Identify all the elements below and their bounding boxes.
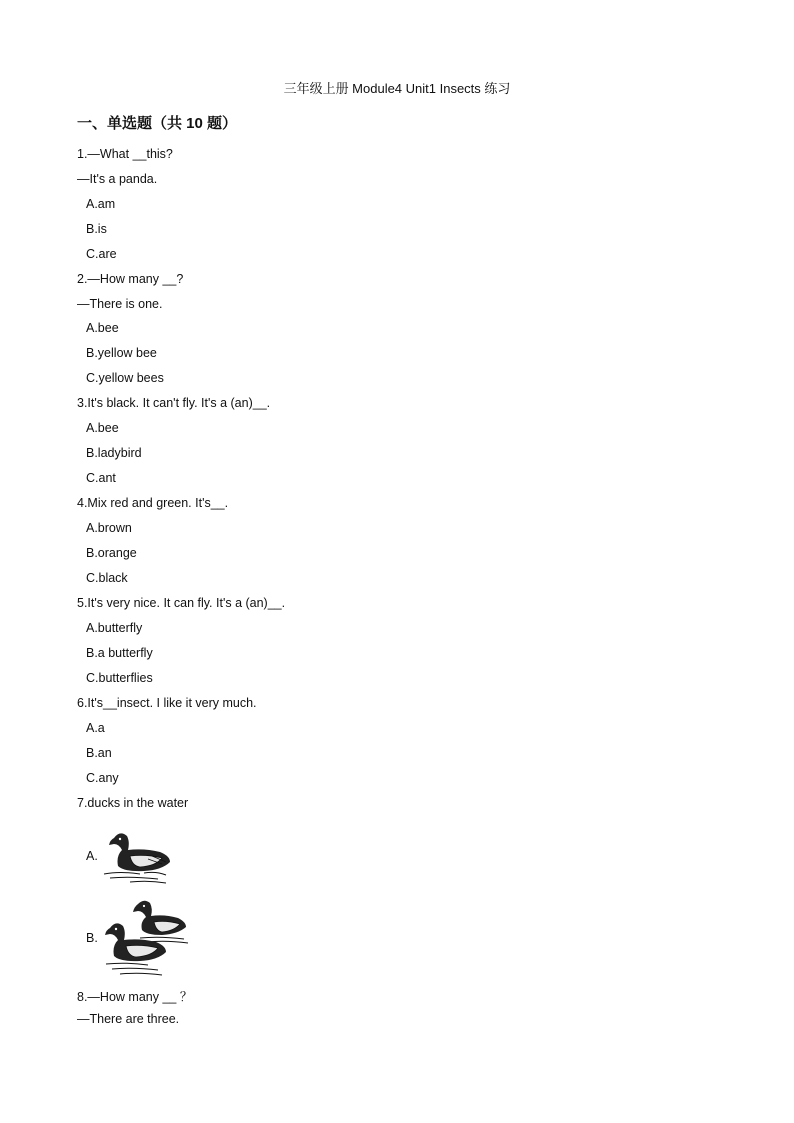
question-6: 6.It's__insect. I like it very much. (77, 696, 257, 710)
q7-option-a (86, 826, 172, 886)
section-heading: 一、单选题（共 10 题） (77, 115, 238, 132)
question-1-answer: —It's a panda. (77, 172, 158, 186)
q1-option-a: A.am (86, 197, 116, 211)
question-5: 5.It's very nice. It can fly. It's a (an)__. (77, 596, 286, 610)
question-7: 7.ducks in the water (77, 796, 189, 810)
q3-option-b: B.ladybird (86, 446, 142, 460)
q6-option-c: C.any (86, 771, 119, 785)
question-2-answer: —There is one. (77, 297, 163, 311)
q5-option-c: C.butterflies (86, 671, 153, 685)
q4-option-b: B.orange (86, 546, 137, 560)
one-duck-icon (100, 826, 172, 886)
q4-option-a: A.brown (86, 521, 132, 535)
q2-option-b: B.yellow bee (86, 346, 157, 360)
question-8: 8.—How many __ ？ (77, 990, 193, 1004)
document-title: 三年级上册 Module4 Unit1 Insects 练习 (283, 81, 511, 96)
question-8-answer: —There are three. (77, 1012, 180, 1026)
q6-option-b: B.an (86, 746, 112, 760)
q4-option-c: C.black (86, 571, 128, 585)
question-3: 3.It's black. It can't fly. It's a (an)__. (77, 396, 271, 410)
q6-option-a: A.a (86, 721, 105, 735)
question-4: 4.Mix red and green. It's__. (77, 496, 229, 510)
q3-option-c: C.ant (86, 471, 116, 485)
q5-option-a: A.butterfly (86, 621, 143, 635)
q5-option-b: B.a butterfly (86, 646, 153, 660)
q7-option-b (86, 898, 190, 978)
two-ducks-icon (100, 898, 190, 978)
q2-option-a: A.bee (86, 321, 119, 335)
question-2: 2.—How many __? (77, 272, 184, 286)
q2-option-c: C.yellow bees (86, 371, 164, 385)
q1-option-c: C.are (86, 247, 117, 261)
q3-option-a: A.bee (86, 421, 119, 435)
q7-option-a-label: A. (86, 849, 98, 863)
question-1: 1.—What __this? (77, 147, 173, 161)
q1-option-b: B.is (86, 222, 107, 236)
q7-option-b-label: B. (86, 931, 98, 945)
